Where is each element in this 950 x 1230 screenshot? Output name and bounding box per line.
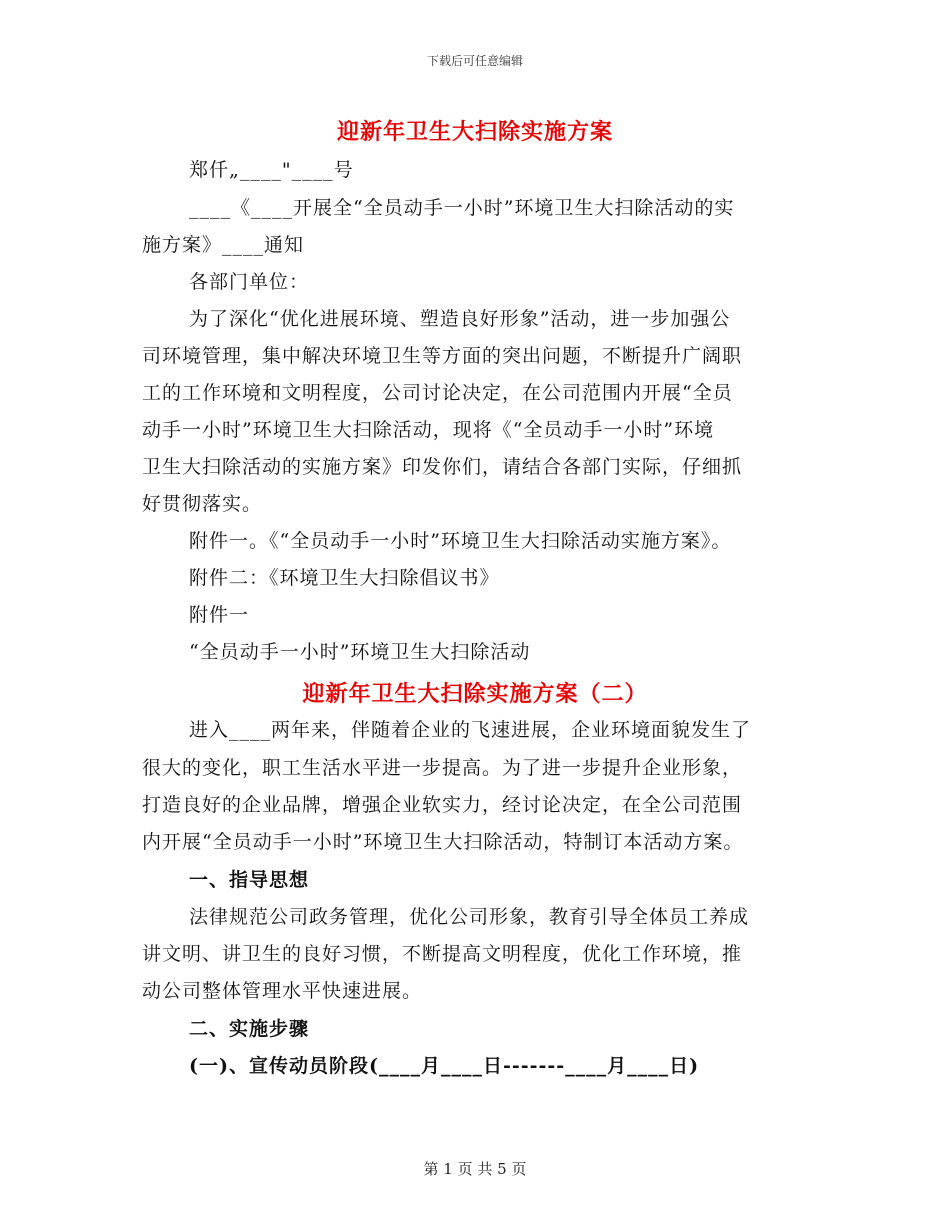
attachment-subtitle: “全员动手一小时”环境卫生大扫除活动 bbox=[189, 641, 531, 663]
paragraph-line: 法律规范公司政务管理，优化公司形象，教育引导全体员工养成 bbox=[189, 906, 750, 928]
notice-title-line-2: 施方案》____通知 bbox=[142, 234, 305, 256]
attachment-line: 附件二：《环境卫生大扫除倡议书》 bbox=[189, 567, 500, 589]
page-header-note: 下载后可任意编辑 bbox=[426, 54, 523, 68]
paragraph-line: 讲文明、讲卫生的良好习惯，不断提高文明程度，优化工作环境，推 bbox=[142, 943, 743, 965]
paragraph-line: 司环境管理，集中解决环境卫生等方面的突出问题，不断提升广阔职 bbox=[142, 345, 743, 367]
subsection-heading: (一)、宣传动员阶段(____月____日-------____月____日) bbox=[189, 1055, 700, 1077]
paragraph-line: 进入____两年来，伴随着企业的飞速进展，企业环境面貌发生了 bbox=[189, 719, 752, 741]
paragraph-line: 动手一小时”环境卫生大扫除活动，现将《“全员动手一小时”环境 bbox=[142, 419, 715, 441]
attachment-heading: 附件一 bbox=[189, 604, 250, 626]
attachment-line: 附件一。《“全员动手一小时”环境卫生大扫除活动实施方案》。 bbox=[189, 530, 732, 552]
paragraph-line: 好贯彻落实。 bbox=[142, 493, 263, 515]
paragraph-line: 工的工作环境和文明程度，公司讨论决定，在公司范围内开展“全员 bbox=[142, 382, 733, 404]
paragraph-line: 内开展“全员动手一小时”环境卫生大扫除活动，特制订本活动方案。 bbox=[142, 831, 744, 853]
section-heading: 一、指导思想 bbox=[189, 869, 310, 891]
paragraph-line: 很大的变化，职工生活水平进一步提高。为了进一步提升企业形象， bbox=[142, 757, 743, 779]
paragraph-line: 打造良好的企业品牌，增强企业软实力，经讨论决定，在全公司范围 bbox=[142, 794, 743, 816]
notice-title-line-1: ____《____开展全“全员动手一小时”环境卫生大扫除活动的实 bbox=[189, 197, 735, 219]
document-title-2: 迎新年卫生大扫除实施方案（二） bbox=[302, 681, 648, 707]
page-number: 第 1 页 共 5 页 bbox=[423, 1160, 527, 1178]
doc-number-line: 郑仟„____"____号 bbox=[189, 159, 354, 181]
paragraph-line: 动公司整体管理水平快速进展。 bbox=[142, 980, 423, 1002]
paragraph-line: 为了深化“优化进展环境、塑造良好形象”活动，进一步加强公 bbox=[189, 308, 731, 330]
document-title: 迎新年卫生大扫除实施方案 bbox=[336, 119, 613, 145]
salutation: 各部门单位： bbox=[189, 271, 310, 293]
section-heading: 二、实施步骤 bbox=[189, 1018, 310, 1040]
paragraph-line: 卫生大扫除活动的实施方案》印发你们，请结合各部门实际，仔细抓 bbox=[142, 456, 743, 478]
